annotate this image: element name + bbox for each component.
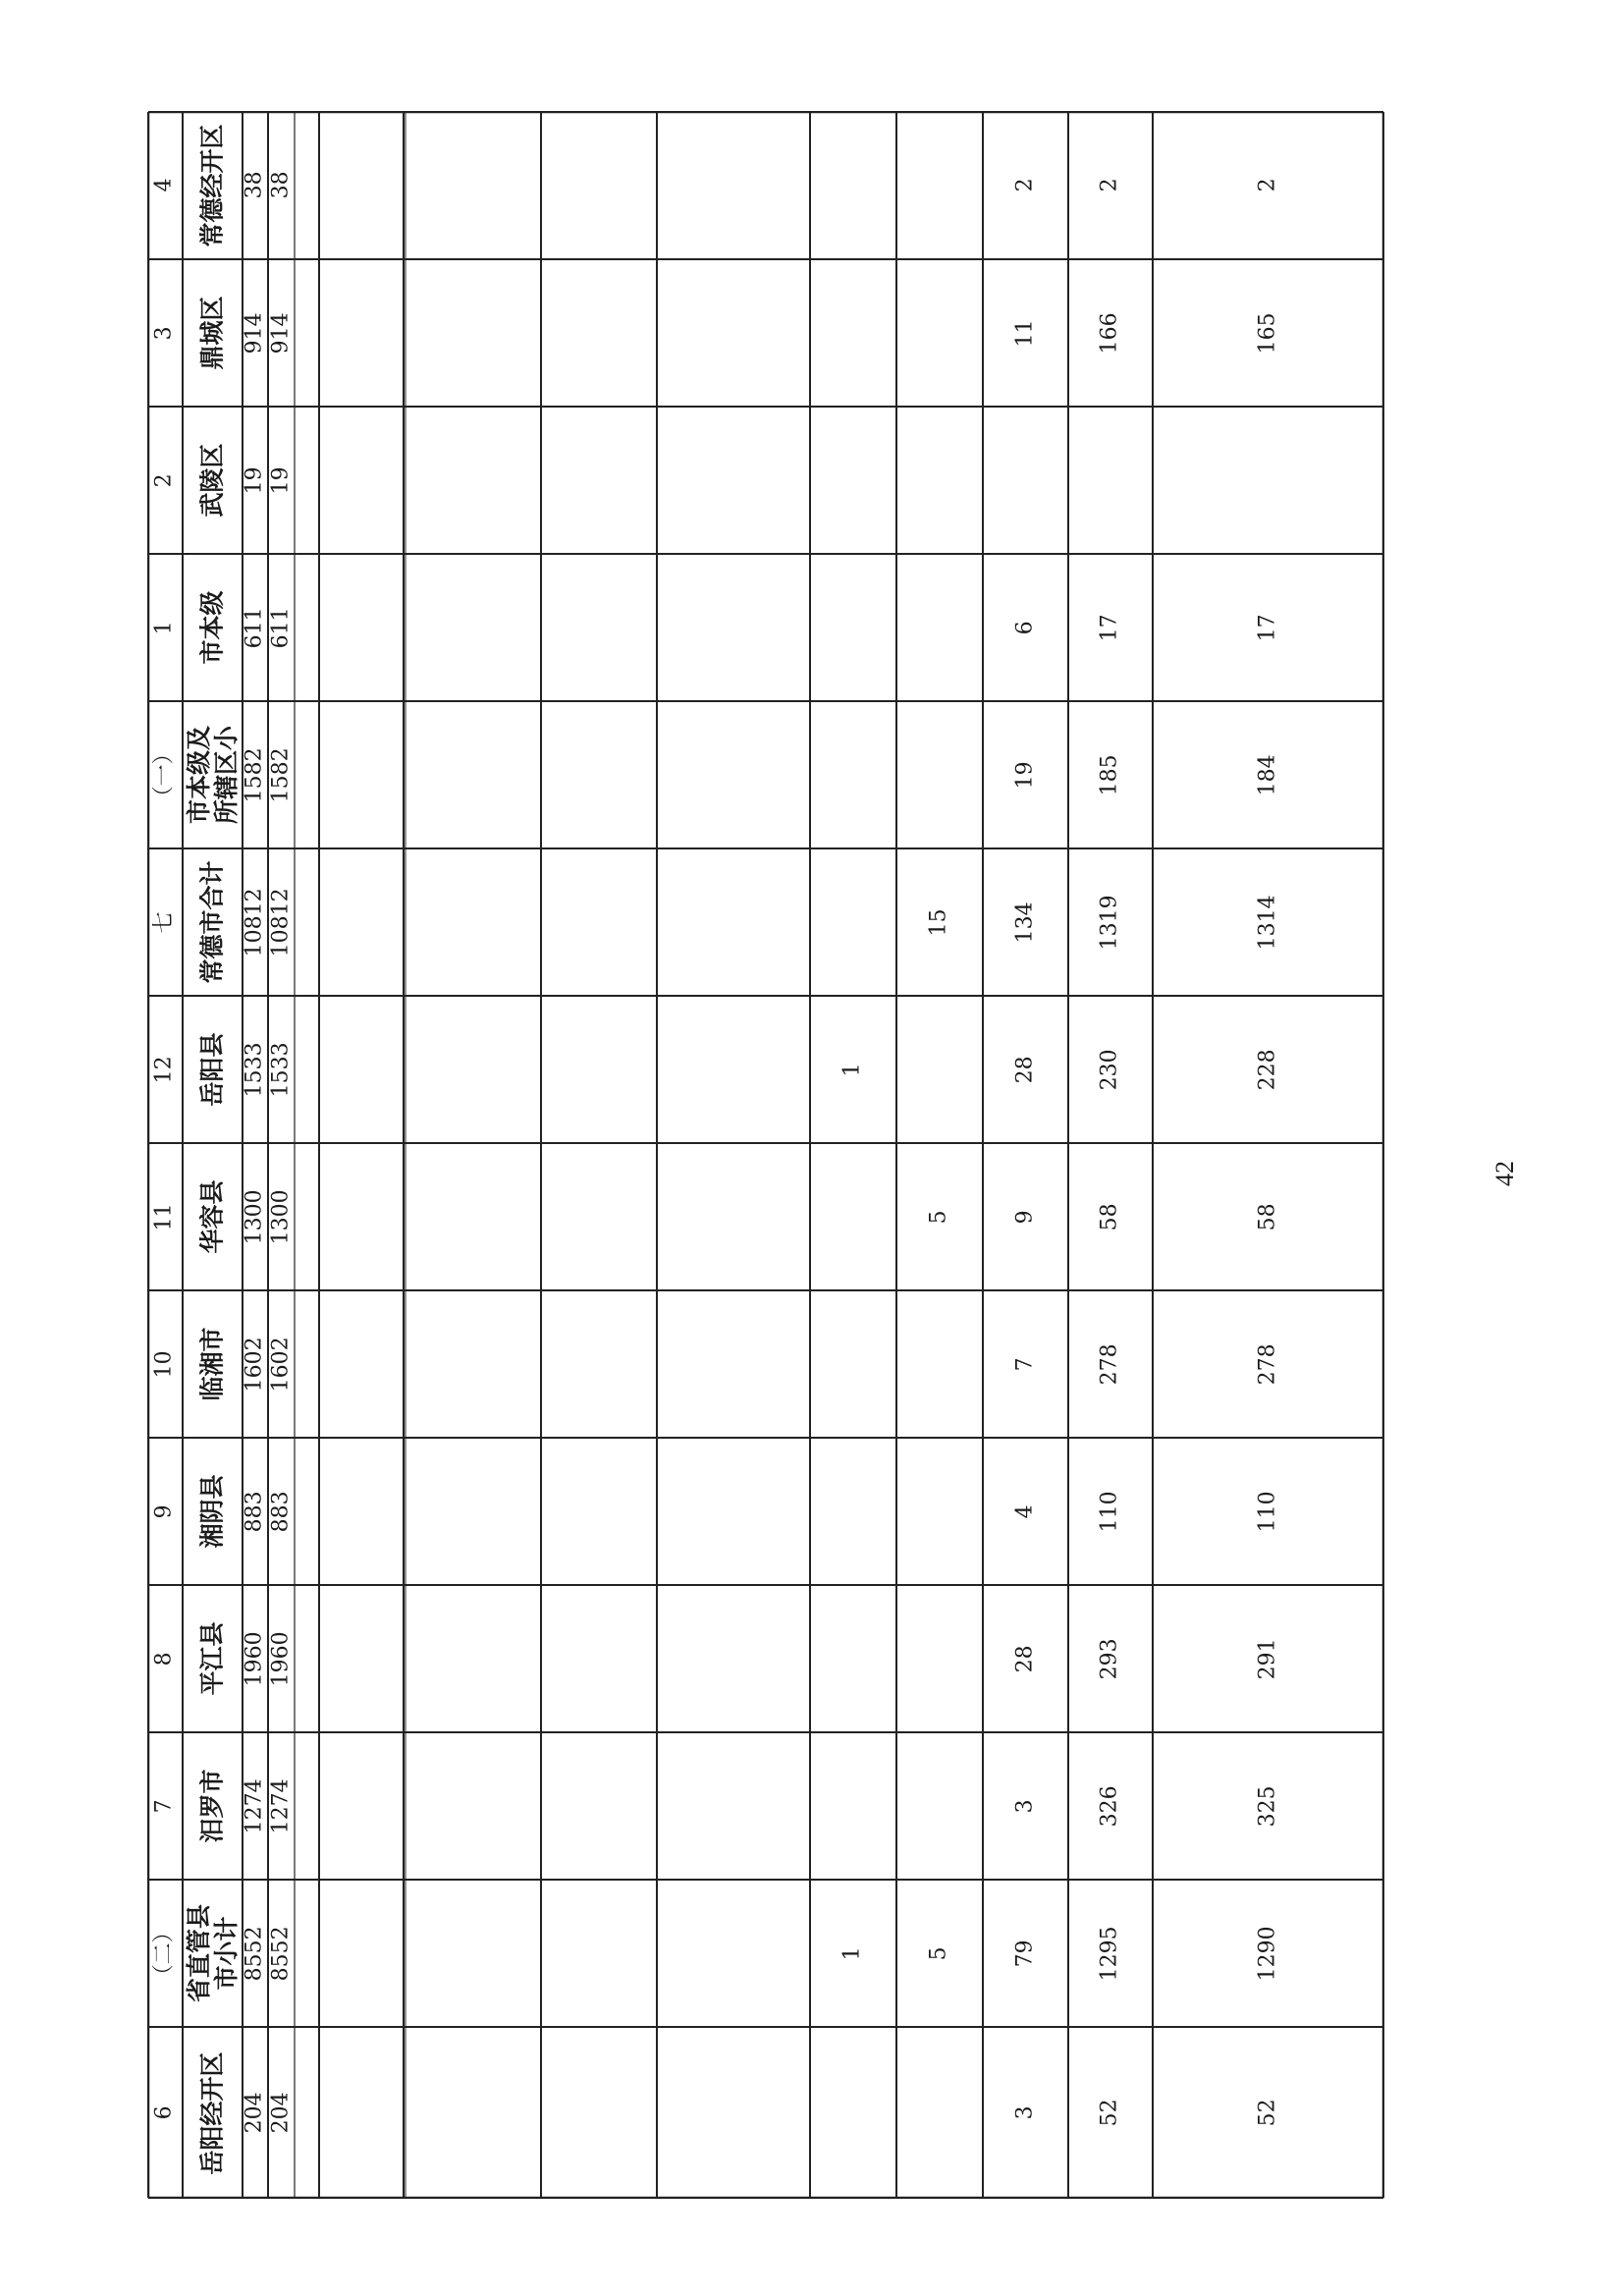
column-name-text: 武陵区	[197, 443, 227, 518]
table-cell-text: 17	[1255, 614, 1280, 641]
column-name-text: 平江县	[197, 1621, 227, 1696]
table-cell-text: 291	[1255, 1638, 1280, 1679]
table-cell-text: 185	[1097, 754, 1122, 795]
table-cell-text: 1274	[268, 1778, 294, 1833]
table-cell-text: 7	[1012, 1357, 1038, 1371]
table-cell-text: 230	[1097, 1049, 1122, 1090]
table-cell-text: 19	[268, 466, 294, 494]
table-cell-text: 326	[1097, 1785, 1122, 1827]
column-name-text: 岳阳县	[197, 1032, 227, 1107]
table-cell-text: 5	[926, 1210, 951, 1224]
table-cell-text: 110	[1097, 1491, 1122, 1532]
table-cell-text: 52	[1255, 2099, 1280, 2127]
table-cell-text: 883	[268, 1491, 294, 1532]
table-cell-text: 10812	[242, 888, 267, 957]
table-cell-text: 5	[926, 1946, 951, 1960]
table-cell-text: 4	[1012, 1504, 1038, 1518]
column-code-text: 2	[151, 473, 177, 487]
table-cell-text: 228	[1255, 1049, 1280, 1090]
column-name-text: 市本级	[197, 590, 227, 665]
column-code-text: 8	[151, 1652, 177, 1666]
table-cell-text: 8552	[242, 1926, 267, 1981]
table-cell-text: 1295	[1097, 1926, 1122, 1981]
column-code-text: 9	[151, 1504, 177, 1518]
table-cell-text: 6	[1012, 621, 1038, 634]
table-cell-text: 15	[926, 908, 951, 936]
table-cell-text: 278	[1097, 1343, 1122, 1385]
table-cell-text: 28	[1012, 1056, 1038, 1083]
table-cell-text: 1314	[1255, 895, 1280, 950]
table-cell-text: 1960	[242, 1631, 267, 1686]
table-cell-text: 28	[1012, 1645, 1038, 1672]
table-cell-text: 325	[1255, 1785, 1280, 1827]
table-cell-text: 3	[1012, 2105, 1038, 2120]
table-cell-text: 3	[1012, 1799, 1038, 1813]
table-cell-text: 883	[242, 1491, 267, 1532]
table-cell-text: 1	[839, 1063, 865, 1076]
table-cell-text: 58	[1255, 1203, 1280, 1230]
table-cell-text: 52	[1097, 2099, 1122, 2127]
table-cell-text: 19	[242, 466, 267, 494]
column-code-text: （二）	[151, 1920, 177, 1987]
table-grid	[147, 111, 1384, 2199]
table-cell-text: 1960	[268, 1631, 294, 1686]
table-cell-text: 1602	[242, 1337, 267, 1392]
column-code-text: 七	[151, 910, 177, 934]
statistics-table	[147, 111, 1384, 2199]
column-code-text: 1	[151, 621, 177, 634]
table-cell-text: 9	[1012, 1210, 1038, 1224]
table-cell-text: 17	[1097, 614, 1122, 641]
table-cell-text: 1274	[242, 1778, 267, 1833]
table-cell-text: 1300	[268, 1189, 294, 1244]
table-cell-text: 165	[1255, 312, 1280, 354]
column-code-text: 7	[151, 1799, 177, 1813]
table-cell-text: 38	[242, 171, 267, 199]
table-cell-text: 11	[1012, 319, 1038, 347]
table-cell-text: 204	[268, 2092, 294, 2134]
table-cell-text: 914	[242, 312, 267, 354]
table-cell-text: 19	[1012, 761, 1038, 789]
column-code-text: 6	[151, 2105, 177, 2120]
page-number: 42	[1490, 1161, 1519, 1186]
table-cell-text: 1533	[268, 1042, 294, 1097]
table-cell-text: 914	[268, 312, 294, 354]
table-cell-text: 2	[1255, 178, 1280, 192]
table-cell-text: 2	[1012, 178, 1038, 192]
table-cell-text: 38	[268, 171, 294, 199]
table-cell-text: 166	[1097, 312, 1122, 354]
column-code-text: （一）	[151, 741, 177, 808]
column-code-text: 4	[151, 178, 177, 192]
column-name-text: 岳阳经开区	[197, 2050, 227, 2175]
table-cell-text: 293	[1097, 1638, 1122, 1679]
table-cell-text: 58	[1097, 1203, 1122, 1230]
column-name-text: 华容县	[197, 1179, 227, 1254]
table-cell-text: 110	[1255, 1491, 1280, 1532]
table-cell-text: 1582	[242, 747, 267, 802]
table-cell-text: 204	[242, 2092, 267, 2134]
table-cell-text: 1533	[242, 1042, 267, 1097]
column-name-text: 省直管县 市小计	[184, 1903, 241, 2003]
column-code-text: 3	[151, 326, 177, 340]
table-cell-text: 79	[1012, 1940, 1038, 1967]
column-code-text: 12	[151, 1056, 177, 1083]
table-cell-text: 184	[1255, 754, 1280, 795]
table-cell-text: 2	[1097, 178, 1122, 192]
table-cell-text: 1319	[1097, 895, 1122, 950]
table-cell-text: 1	[839, 1946, 865, 1960]
column-name-text: 鼎城区	[197, 296, 227, 370]
column-name-text: 汨罗市	[197, 1769, 227, 1843]
table-cell-text: 611	[268, 607, 294, 648]
column-name-text: 常德市合计	[197, 860, 227, 984]
table-cell-text: 8552	[268, 1926, 294, 1981]
table-cell-text: 10812	[268, 888, 294, 957]
column-code-text: 10	[151, 1350, 177, 1378]
table-cell-text: 134	[1012, 902, 1038, 943]
column-name-text: 临湘市	[197, 1327, 227, 1401]
column-code-text: 11	[151, 1203, 177, 1230]
table-cell-text: 1290	[1255, 1926, 1280, 1981]
table-cell-text: 1582	[268, 747, 294, 802]
table-cell-text: 611	[242, 607, 267, 648]
column-name-text: 湘阴县	[197, 1474, 227, 1549]
column-name-text: 市本级及 所辖区小	[184, 725, 241, 825]
table-cell-text: 1602	[268, 1337, 294, 1392]
table-cell-text: 1300	[242, 1189, 267, 1244]
column-name-text: 常德经开区	[197, 123, 227, 247]
table-cell-text: 278	[1255, 1343, 1280, 1385]
